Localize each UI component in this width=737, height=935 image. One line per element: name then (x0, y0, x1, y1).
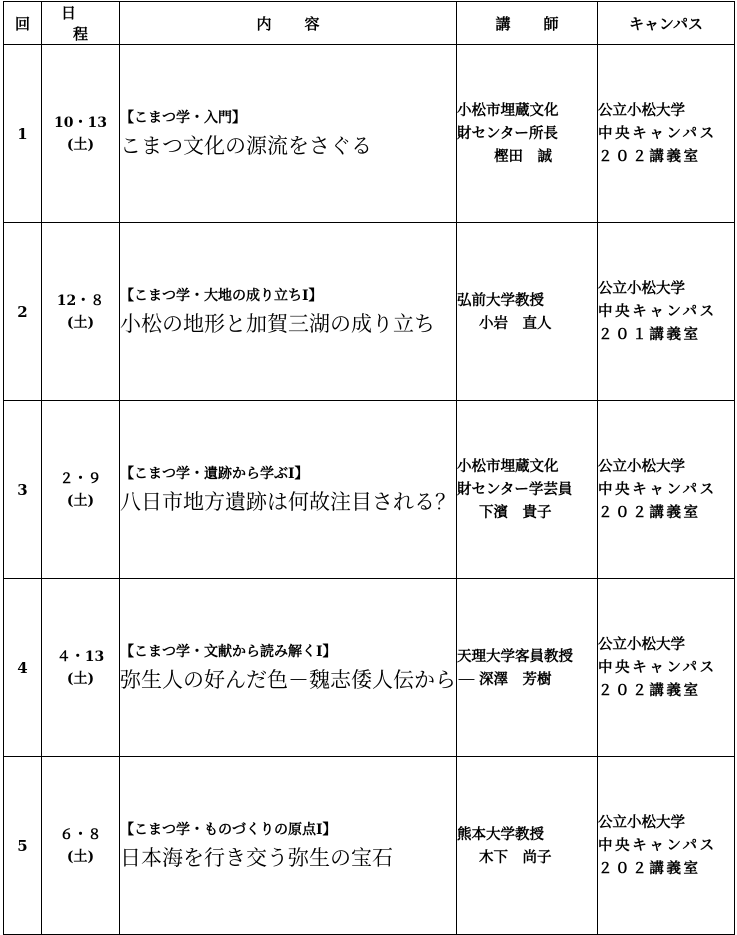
campus-room: ２０２講義室 (598, 860, 701, 877)
campus-university: 公立小松大学 (598, 458, 685, 475)
campus-room: ２０１講義室 (598, 326, 701, 343)
topic-title: 日本海を行き交う弥生の宝石 (120, 845, 393, 870)
campus (598, 45, 735, 223)
header-date: 日程 (42, 2, 120, 45)
table-row (4, 401, 735, 579)
session-date-day: 10・13 (54, 114, 107, 131)
lecturer (457, 757, 598, 935)
session-number: 5 (4, 757, 42, 935)
header-number: 回 (4, 2, 42, 45)
series-title: 【こまつ学・入門】 (120, 109, 246, 126)
session-number: 4 (4, 579, 42, 757)
session-weekday: (土) (66, 136, 95, 153)
table-row (4, 757, 735, 935)
session-date-day: 12・８ (56, 292, 105, 309)
lecturer (457, 45, 598, 223)
lecturer (457, 579, 598, 757)
campus (598, 579, 735, 757)
lecturer-name: 木下 尚子 (479, 848, 552, 866)
lecturer (457, 401, 598, 579)
session-weekday: (土) (66, 670, 95, 687)
session-content (120, 401, 457, 579)
lecturer-affiliation: 天理大学客員教授 (457, 647, 573, 665)
campus-university: 公立小松大学 (598, 102, 685, 119)
campus-name: 中央キャンパス (598, 481, 717, 498)
lecturer-name: 深澤 芳樹 (479, 670, 552, 688)
header-lecturer: 講師 (457, 2, 598, 45)
campus-room: ２０２講義室 (598, 504, 701, 521)
lecturer-position: 財センター学芸員 (457, 481, 573, 498)
session-content (120, 579, 477, 757)
campus-name: 中央キャンパス (598, 125, 717, 142)
table-row (4, 45, 735, 223)
campus (598, 401, 735, 579)
lecturer-name: 小岩 直人 (479, 314, 552, 332)
campus-university: 公立小松大学 (598, 280, 685, 297)
topic-title: 弥生人の好んだ色－魏志倭人伝から－ (120, 667, 477, 692)
topic-title: こまつ文化の源流をさぐる (120, 133, 372, 158)
session-content (120, 757, 457, 935)
table-row (4, 579, 735, 757)
campus-name: 中央キャンパス (598, 303, 717, 320)
lecture-schedule-table (3, 1, 735, 935)
lecturer-affiliation: 弘前大学教授 (457, 291, 544, 309)
session-date-day: ４・13 (56, 648, 105, 665)
session-date (42, 45, 120, 223)
lecturer-affiliation: 小松市埋蔵文化 (457, 458, 559, 475)
header-campus: キャンパス (598, 2, 735, 45)
table-header-row (4, 2, 735, 45)
campus-name: 中央キャンパス (598, 659, 717, 676)
lecturer (457, 223, 598, 401)
session-number: 3 (4, 401, 42, 579)
session-weekday: (土) (66, 492, 95, 509)
lecturer-affiliation: 小松市埋蔵文化 (457, 102, 559, 119)
series-title: 【こまつ学・文献から読み解くⅠ】 (120, 643, 337, 660)
table-row (4, 223, 735, 401)
campus-university: 公立小松大学 (598, 814, 685, 831)
session-content (120, 45, 457, 223)
topic-title: 小松の地形と加賀三湖の成り立ち (120, 311, 435, 336)
session-date-day: ６・８ (59, 826, 102, 843)
session-weekday: (土) (66, 848, 95, 865)
header-content: 内容 (120, 2, 457, 45)
session-date (42, 401, 120, 579)
campus-room: ２０２講義室 (598, 682, 701, 699)
session-weekday: (土) (66, 314, 95, 331)
session-date-day: ２・９ (59, 470, 102, 487)
campus-room: ２０２講義室 (598, 148, 701, 165)
campus-university: 公立小松大学 (598, 636, 685, 653)
lecturer-name: 樫田 誠 (494, 148, 552, 165)
campus (598, 757, 735, 935)
session-number: 1 (4, 45, 42, 223)
series-title: 【こまつ学・大地の成り立ちⅠ】 (120, 287, 323, 304)
series-title: 【こまつ学・遺跡から学ぶⅠ】 (120, 465, 309, 482)
session-number: 2 (4, 223, 42, 401)
session-date (42, 223, 120, 401)
lecturer-position: 財センター所長 (457, 125, 558, 142)
topic-title: 八日市地方遺跡は何故注目される？ (120, 489, 456, 514)
campus (598, 223, 735, 401)
campus-name: 中央キャンパス (598, 837, 717, 854)
session-date (42, 757, 120, 935)
session-date (42, 579, 120, 757)
lecturer-affiliation: 熊本大学教授 (457, 825, 544, 843)
series-title: 【こまつ学・ものづくりの原点Ⅰ】 (120, 821, 337, 838)
session-content (120, 223, 457, 401)
lecturer-name: 下濱 貴子 (479, 504, 552, 521)
